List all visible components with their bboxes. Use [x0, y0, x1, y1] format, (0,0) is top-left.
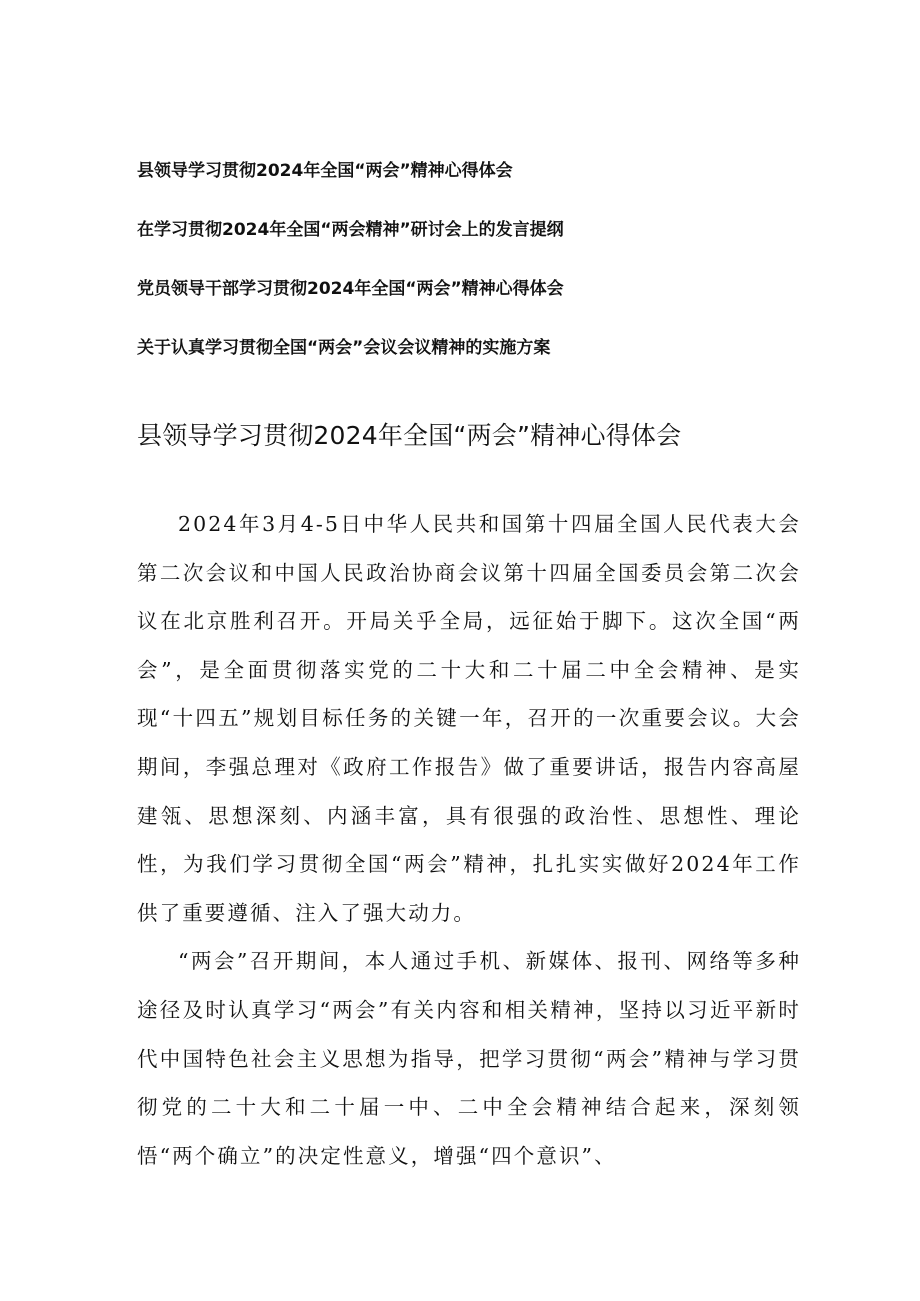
toc-item: 关于认真学习贯彻全国“两会”会议会议精神的实施方案: [137, 338, 551, 358]
toc-item: 在学习贯彻2024年全国“两会精神”研讨会上的发言提纲: [137, 220, 564, 240]
toc-item: 党员领导干部学习贯彻2024年全国“两会”精神心得体会: [137, 279, 564, 299]
paragraph: “两会”召开期间，本人通过手机、新媒体、报刊、网络等多种途径及时认真学习“两会”有关内容和相关精神，坚持以习近平新时代中国特色社会主义思想为指导，把学习贯彻“两会”精神与学习贯彻党的二十大和二十届一中、二中全会精神结合起来，深刻领悟“两个确立”的决定性意义，增强“四个意识”、: [137, 949, 801, 1168]
toc-item: 县领导学习贯彻2024年全国“两会”精神心得体会: [137, 161, 513, 181]
paragraph: 2024年3月4-5日中华人民共和国第十四届全国人民代表大会第二次会议和中国人民政治协商会议第十四届全国委员会第二次会议在北京胜利召开。开局关乎全局，远征始于脚下。这次全国“两会”，是全面贯彻落实党的二十大和二十届二中全会精神、是实现“十四五”规划目标任务的关键一年，召开的一次重要会议。大会期间，李强总理对《政府工作报告》做了重要讲话，报告内容高屋建瓴、思想深刻、内涵丰富，具有很强的政治性、思想性、理论性，为我们学习贯彻全国“两会”精神，扎扎实实做好2024年工作供了重要遵循、注入了强大动力。: [137, 512, 801, 925]
article-body: [137, 500, 801, 1180]
article-title: 县领导学习贯彻2024年全国“两会”精神心得体会: [137, 421, 682, 450]
table-of-contents: [137, 156, 837, 392]
